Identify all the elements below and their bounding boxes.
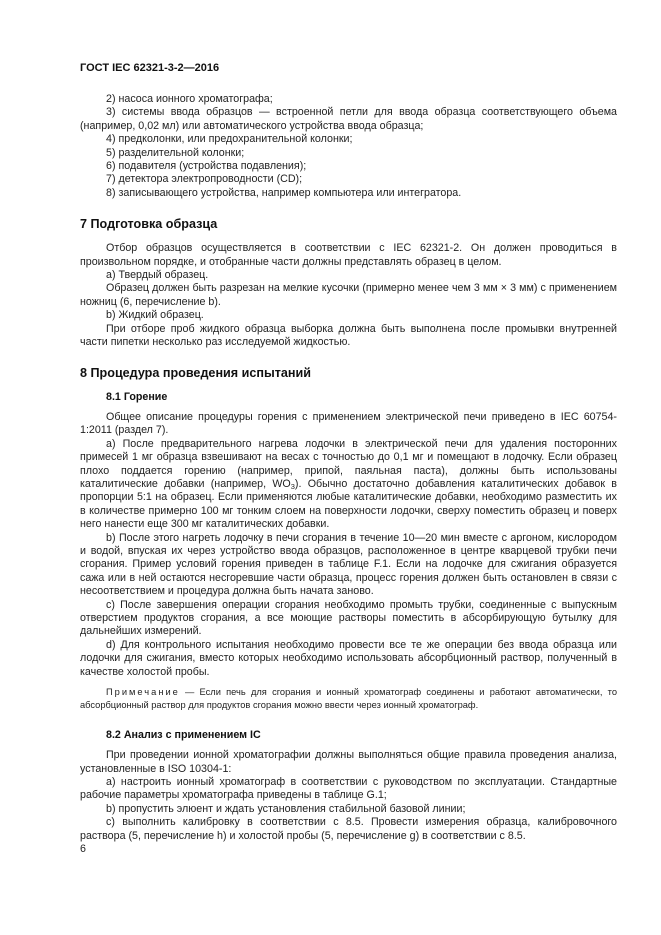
note-text: — Если печь для сгорания и ионный хроматограф соединены и работают автоматически, то абсорбционный раствор для продуктов сгорания можно ввести через ионный хроматограф. [80,687,617,711]
note-label: Примечание [106,687,180,698]
list-item: 5) разделительной колонки; [106,146,245,159]
section-7-paragraph: Отбор образцов осуществляется в соответствии с IEC 62321-2. Он должен проводиться в произвольном порядке, и отобранные части должны представлять образец в целом. [80,242,617,268]
list-item: 2) насоса ионного хроматографа; [106,93,273,105]
item-a-text-end: ). Обычно достаточно добавления каталитических добавок в пропорции 5:1 на образец. Если применяются любые каталитические добавки, необходимо разместить их в количестве примерно 100 мг тонким слоем на поверхности лодочки, сверху поместить образец и поверх него нанести еще 300 мг каталитических добавки. [80,477,617,531]
subscript-3: 3 [290,481,295,491]
subsection-8-1-heading: 8.1 Горение [106,390,168,403]
page-number: 6 [80,843,86,855]
list-item: 7) детектора электропроводности (CD); [106,173,303,186]
item-a-text-start: а) После предварительного нагрева лодочки в электрической печи для удаления посторонних примесей 1 мг образца взвешивают на весах с точностью до 0,1 мг и помещают в лодочку. Если образец плохо поддается горению (например, припой, паяльная паста), должны быть использованы каталитические добавки (например, WO [80,437,617,490]
section-7-heading: 7 Подготовка образца [80,217,218,232]
list-item: 3) системы ввода образцов — встроенной петли для ввода образца соответствующего объема (например, 0,02 мл) или автоматического устройства ввода образца; [80,106,617,132]
subsection-8-2-heading: 8.2 Анализ с применением IC [106,728,261,741]
section-8-2-paragraph: с) выполнить калибровку в соответствии с 8.5. Провести измерения образца, калибровочного раствора (5, перечисление h) и холостой пробы (5, перечисление g) в соответствии с 8.5. [80,816,617,842]
section-8-heading: 8 Процедура проведения испытаний [80,365,312,380]
section-8-1-item-d: d) Для контрольного испытания необходимо провести все те же операции без ввода образца или лодочки для сжигания, вместо которых необходимо использовать абсорбционный раствор, полученный в качестве холостой пробы. [80,638,617,678]
section-8-2-paragraph: b) пропустить элюент и ждать установления стабильной базовой линии; [106,802,466,815]
list-item: 6) подавителя (устройства подавления); [106,160,307,173]
section-8-2-paragraph: а) настроить ионный хроматограф в соответствии с руководством по эксплуатации. Стандартные рабочие параметры хроматографа приведены в таблице G.1; [80,776,617,802]
note [80,686,617,713]
list-item: 8) записывающего устройства, например компьютера или интегратора. [106,186,462,199]
standard-code-header: ГОСТ IEC 62321-3-2—2016 [80,62,220,74]
section-7-paragraph: При отборе проб жидкого образца выборка должна быть выполнена после промывки внутренней части пипетки несколько раз исследуемой жидкостью. [80,322,617,349]
section-7-paragraph: b) Жидкий образец. [106,309,204,322]
section-8-1-item-b: b) После этого нагреть лодочку в печи сгорания в течение 10—20 мин вместе с аргоном, кислородом и водой, впуская их через устройство ввода образцов, расположенное в центре кварцевой трубки печи сгорания. Пример условий горения приведен в таблице F.1. Если на лодочке для сжигания образуется сажа или в ней остаются несгоревшие части образца, процесс горения должен быть остановлен в связи с несоответствием и процедура должна быть начата заново. [80,531,617,598]
equipment-list [80,93,617,200]
section-8-1-intro: Общее описание процедуры горения с применением электрической печи приведено в IEC 60754-1:2011 (раздел 7). [80,410,617,437]
section-8-1-item-c: с) После завершения операции сгорания необходимо промыть трубки, соединенные с выпускным отверстием продуктов сгорания, а все моющие растворы поместить в абсорбирующую бутылку для дальнейших измерений. [80,598,617,638]
section-8-2-paragraph: При проведении ионной хроматографии должны выполняться общие правила проведения анализа, установленные в ISO 10304-1: [80,749,617,775]
list-item: 4) предколонки, или предохранительной колонки; [106,133,353,146]
section-7-paragraph: а) Твердый образец. [106,269,209,282]
section-7-paragraph: Образец должен быть разрезан на мелкие кусочки (примерно менее чем 3 мм × 3 мм) с применением ножниц (6, перечисление b). [80,282,617,308]
page-content [80,93,617,843]
section-8-1-item-a [80,438,617,532]
